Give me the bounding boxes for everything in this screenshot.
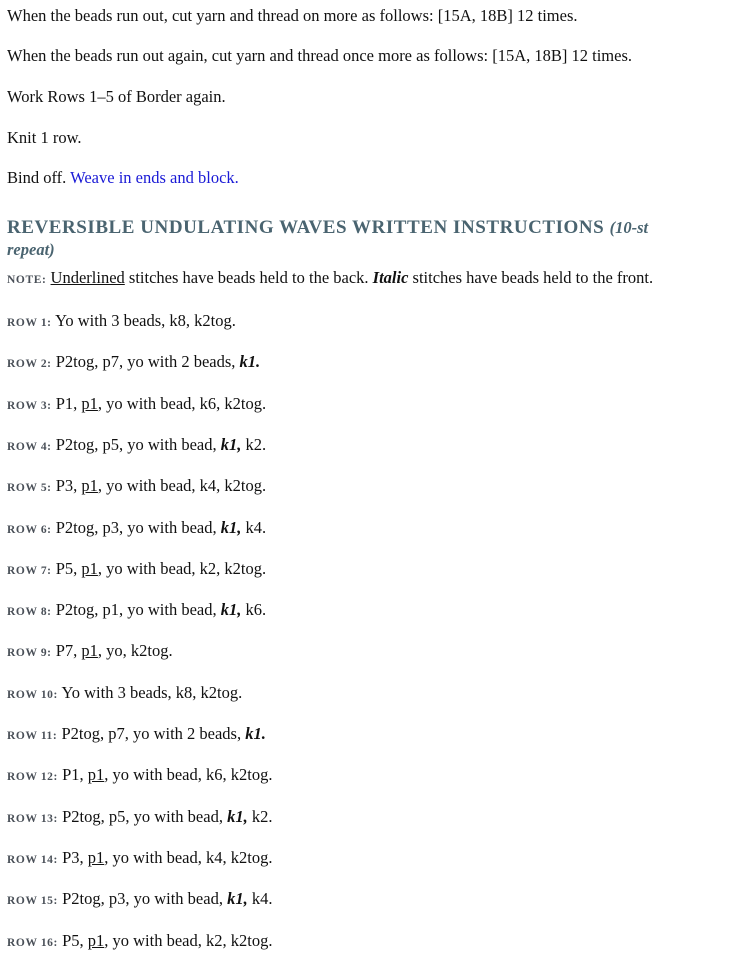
- row-text-continued: , yo with bead, k6, k2tog.: [104, 765, 273, 784]
- row-label: ROW 1:: [7, 317, 52, 329]
- row-text: P3,: [55, 476, 78, 495]
- row-text: P1,: [55, 394, 78, 413]
- row-instruction: [7, 476, 266, 498]
- row-text: P5,: [55, 559, 78, 578]
- note-label: NOTE:: [7, 274, 47, 286]
- row-label: ROW 11:: [7, 730, 58, 742]
- row-text: Yo with 3 beads, k8, k2tog.: [61, 683, 243, 702]
- heading-subtitle-part-1: (10-st: [609, 218, 649, 237]
- row-instruction: [7, 559, 266, 581]
- row-text: P5,: [62, 931, 84, 950]
- row-underlined-stitch: p1: [81, 476, 98, 495]
- row-text-continued: , yo with bead, k4, k2tog.: [97, 476, 267, 495]
- note-end-text: stitches have beads held to the front.: [412, 268, 654, 287]
- row-text-end: k2.: [251, 807, 273, 826]
- intro-paragraph-2: [7, 46, 632, 66]
- heading-subtitle-part-2: repeat): [7, 240, 55, 259]
- heading-line-1: [7, 217, 737, 239]
- row-label: ROW 12:: [7, 771, 58, 783]
- row-text: P7,: [55, 641, 78, 660]
- row-label: ROW 2:: [7, 358, 52, 370]
- row-text: P2tog, p7, yo with 2 beads,: [61, 724, 242, 743]
- row-label: ROW 4:: [7, 441, 52, 453]
- intro-paragraph-5: [7, 168, 239, 188]
- row-text: P2tog, p1, yo with bead,: [55, 600, 217, 619]
- row-text-end: k4.: [251, 889, 273, 908]
- row-label: ROW 10:: [7, 689, 58, 701]
- row-instruction: [7, 394, 266, 416]
- row-text: P2tog, p7, yo with 2 beads,: [55, 352, 236, 371]
- row-instruction: [7, 600, 266, 622]
- row-label: ROW 13:: [7, 813, 58, 825]
- row-instruction: [7, 311, 236, 333]
- row-front-bead-stitch: k1,: [227, 807, 248, 826]
- row-text: P1,: [62, 765, 84, 784]
- row-label: ROW 3:: [7, 400, 52, 412]
- note-paragraph: [7, 268, 653, 290]
- row-front-bead-stitch: k1.: [239, 352, 261, 371]
- intro-paragraph-4: [7, 128, 82, 148]
- row-label: ROW 6:: [7, 524, 52, 536]
- row-text-end: k6.: [245, 600, 267, 619]
- row-text-continued: , yo with bead, k6, k2tog.: [97, 394, 267, 413]
- row-label: ROW 7:: [7, 565, 52, 577]
- intro-paragraph-3: [7, 87, 226, 107]
- row-front-bead-stitch: k1,: [227, 889, 248, 908]
- row-text-continued: , yo, k2tog.: [97, 641, 173, 660]
- row-instruction: [7, 765, 272, 787]
- row-front-bead-stitch: k1,: [220, 600, 242, 619]
- intro-text-1: When the beads run out, cut yarn and thread on more as follows: [15A, 18B] 12 times.: [7, 6, 578, 25]
- row-front-bead-stitch: k1,: [220, 518, 242, 537]
- row-underlined-stitch: p1: [81, 559, 98, 578]
- row-underlined-stitch: p1: [81, 641, 98, 660]
- note-italic-word: Italic: [372, 268, 409, 287]
- row-instruction: [7, 641, 173, 663]
- intro-text-5: Bind off.: [7, 168, 67, 187]
- intro-text-4: Knit 1 row.: [7, 128, 82, 147]
- section-heading: [7, 217, 737, 261]
- row-text: P2tog, p5, yo with bead,: [62, 807, 223, 826]
- note-underlined-word: Underlined: [50, 268, 125, 287]
- row-underlined-stitch: p1: [81, 394, 98, 413]
- row-front-bead-stitch: k1,: [220, 435, 242, 454]
- row-text-end: k4.: [245, 518, 267, 537]
- intro-text-2: When the beads run out again, cut yarn and thread once more as follows: [15A, 18B] 12 times.: [7, 46, 632, 65]
- row-instruction: [7, 518, 266, 540]
- row-text: Yo with 3 beads, k8, k2tog.: [55, 311, 236, 330]
- row-front-bead-stitch: k1.: [245, 724, 266, 743]
- row-label: ROW 8:: [7, 606, 52, 618]
- intro-paragraph-1: [7, 6, 578, 26]
- weave-in-ends-link[interactable]: Weave in ends and block.: [70, 168, 239, 187]
- row-instruction: [7, 931, 272, 953]
- row-instruction: [7, 848, 272, 870]
- row-text-continued: , yo with bead, k2, k2tog.: [97, 559, 267, 578]
- row-instruction: [7, 683, 242, 705]
- row-text-continued: , yo with bead, k2, k2tog.: [104, 931, 273, 950]
- row-instruction: [7, 807, 272, 829]
- row-instruction: [7, 889, 272, 911]
- row-text: P2tog, p5, yo with bead,: [55, 435, 217, 454]
- row-text: P2tog, p3, yo with bead,: [62, 889, 223, 908]
- row-underlined-stitch: p1: [87, 931, 105, 950]
- row-label: ROW 5:: [7, 482, 52, 494]
- row-underlined-stitch: p1: [87, 848, 105, 867]
- row-label: ROW 9:: [7, 647, 52, 659]
- heading-line-2: [7, 239, 737, 261]
- heading-title: REVERSIBLE UNDULATING WAVES WRITTEN INSTRUCTIONS: [7, 217, 605, 238]
- row-text-continued: , yo with bead, k4, k2tog.: [104, 848, 273, 867]
- row-text-end: k2.: [245, 435, 267, 454]
- row-label: ROW 15:: [7, 895, 58, 907]
- row-text: P3,: [62, 848, 84, 867]
- row-label: ROW 16:: [7, 937, 58, 949]
- row-label: ROW 14:: [7, 854, 58, 866]
- row-underlined-stitch: p1: [87, 765, 105, 784]
- row-text: P2tog, p3, yo with bead,: [55, 518, 217, 537]
- row-instruction: [7, 352, 260, 374]
- row-instruction: [7, 724, 266, 746]
- intro-text-3: Work Rows 1–5 of Border again.: [7, 87, 226, 106]
- row-instruction: [7, 435, 266, 457]
- note-mid-text: stitches have beads held to the back.: [128, 268, 369, 287]
